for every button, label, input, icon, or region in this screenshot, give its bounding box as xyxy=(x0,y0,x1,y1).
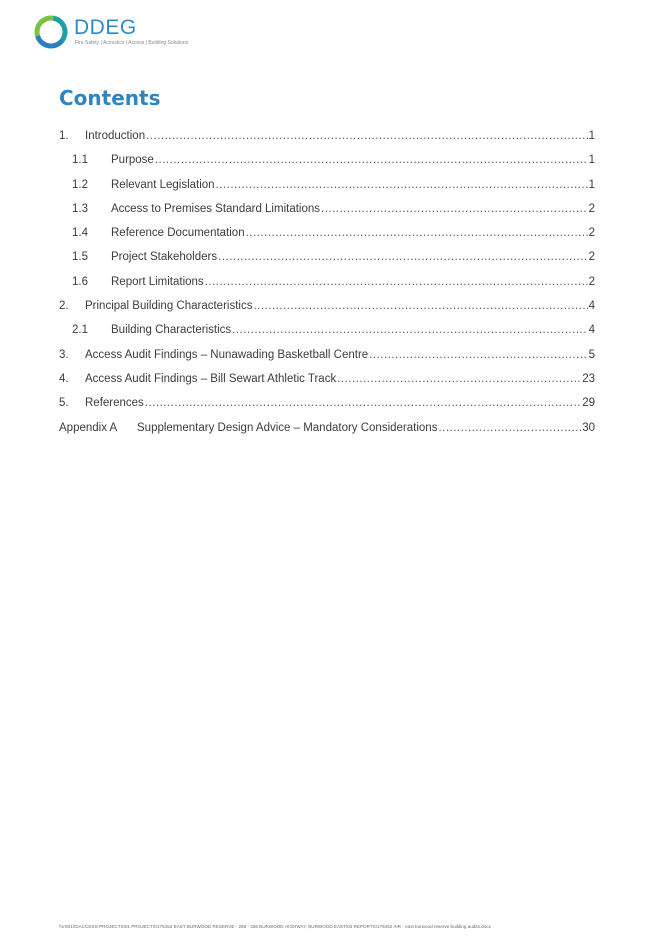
toc-dot-leader xyxy=(369,343,587,367)
toc-entry-page-number: 23 xyxy=(582,372,595,385)
toc-entry-label: Building Characteristics xyxy=(111,324,232,337)
toc-entry[interactable] xyxy=(59,318,595,342)
toc-entry[interactable] xyxy=(59,367,595,391)
toc-entry-number: 2.1 xyxy=(72,324,88,337)
toc-dot-leader xyxy=(321,197,588,221)
toc-entry-label: Introduction xyxy=(85,130,146,142)
toc-entry-number: 5. xyxy=(59,397,69,410)
toc-entry[interactable] xyxy=(59,124,595,148)
toc-entry-number: 1.2 xyxy=(72,178,88,191)
toc-entry-number: 1.6 xyxy=(72,275,88,288)
toc-entry[interactable] xyxy=(59,197,595,221)
toc-entry-label: Report Limitations xyxy=(111,275,204,288)
toc-dot-leader xyxy=(218,245,587,269)
toc-entry-label: Relevant Legislation xyxy=(111,178,215,191)
toc-entry-label: Supplementary Design Advice – Mandatory Considerations xyxy=(137,421,438,434)
toc-entry[interactable] xyxy=(59,391,595,415)
toc-entry-label: Reference Documentation xyxy=(111,227,245,240)
toc-entry[interactable] xyxy=(59,245,595,269)
toc-entry-label: Purpose xyxy=(111,154,154,167)
toc-entry-page-number: 2 xyxy=(588,251,595,264)
toc-entry[interactable] xyxy=(59,294,595,318)
toc-dot-leader xyxy=(438,416,581,440)
toc-entry-page-number: 2 xyxy=(588,202,595,215)
toc-entry-page-number: 1 xyxy=(588,154,595,167)
footer-file-path: \\VS01\IDACCESS-PROJECTS\01 PROJECTS\175452 EAST BURWOOD RESERVE - 298 - 336 BURWOOD HIGHWAY, BURWOOD EAST\03 REPORTS\175452 AIR - east burwood reserve building audits.docx xyxy=(59,924,491,929)
toc-entry-page-number: 30 xyxy=(582,421,595,434)
toc-dot-leader xyxy=(146,124,587,148)
toc-entry-number: 4. xyxy=(59,372,69,385)
toc-entry[interactable] xyxy=(59,416,595,440)
toc-entry-label: Access Audit Findings – Bill Sewart Athletic Track xyxy=(85,372,337,385)
toc-entry-label: Principal Building Characteristics xyxy=(85,300,253,313)
toc-entry-number: 1. xyxy=(59,130,69,142)
logo-name: DDEG xyxy=(74,16,137,39)
toc-entry-page-number: 4 xyxy=(588,300,595,313)
toc-dot-leader xyxy=(253,294,587,318)
toc-entry-number: 1.5 xyxy=(72,251,88,264)
toc-entry-page-number: 2 xyxy=(588,275,595,288)
toc-entry-page-number: 1 xyxy=(588,178,595,191)
ddeg-logo-mark-icon xyxy=(34,15,68,49)
toc-dot-leader xyxy=(246,221,588,245)
toc-entry-label: Access to Premises Standard Limitations xyxy=(111,202,321,215)
toc-entry-number: 1.3 xyxy=(72,202,88,215)
toc-dot-leader xyxy=(205,270,588,294)
toc-entry-number: 2. xyxy=(59,300,69,313)
toc-entry-label: Project Stakeholders xyxy=(111,251,218,264)
toc-dot-leader xyxy=(337,367,581,391)
toc-entry[interactable] xyxy=(59,343,595,367)
toc-entry-number: 1.4 xyxy=(72,227,88,240)
toc-entry-number: 3. xyxy=(59,348,69,361)
toc-entry-number: Appendix A xyxy=(59,421,118,434)
company-logo xyxy=(34,15,234,51)
toc-entry[interactable] xyxy=(59,148,595,172)
page-title: Contents xyxy=(59,86,161,110)
toc-dot-leader xyxy=(232,318,587,342)
toc-dot-leader xyxy=(155,148,588,172)
toc-entry[interactable] xyxy=(59,221,595,245)
toc-entry[interactable] xyxy=(59,173,595,197)
toc-entry-page-number: 2 xyxy=(588,227,595,240)
toc-entry-page-number: 29 xyxy=(582,397,595,410)
toc-entry-page-number: 5 xyxy=(588,348,595,361)
toc-entry-label: Access Audit Findings – Nunawading Basketball Centre xyxy=(85,348,369,361)
toc-dot-leader xyxy=(145,391,581,415)
logo-tagline: Fire Safety | Acoustics | Access | Building Solutions xyxy=(75,40,189,46)
toc-entry[interactable] xyxy=(59,270,595,294)
toc-entry-number: 1.1 xyxy=(72,154,88,167)
toc-dot-leader xyxy=(216,173,588,197)
table-of-contents xyxy=(59,124,595,440)
toc-entry-page-number: 1 xyxy=(588,130,595,142)
toc-entry-label: References xyxy=(85,397,144,410)
toc-entry-page-number: 4 xyxy=(588,324,595,337)
